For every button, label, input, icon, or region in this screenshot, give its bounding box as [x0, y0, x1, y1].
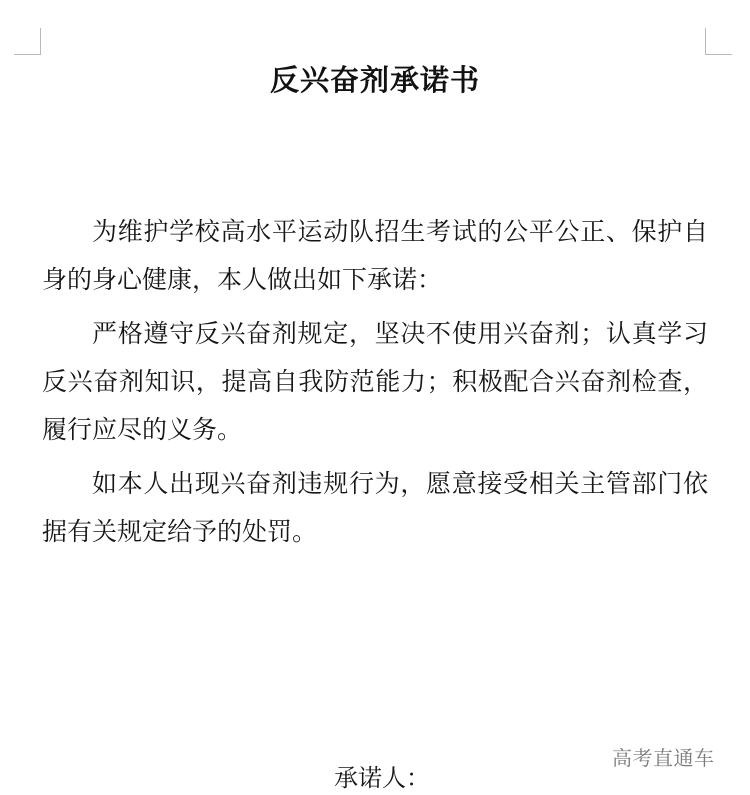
crop-mark-top-right — [705, 28, 732, 55]
crop-mark-top-left — [14, 28, 41, 55]
paragraph-commitments: 严格遵守反兴奋剂规定，坚决不使用兴奋剂；认真学习反兴奋剂知识，提高自我防范能力；积极配合兴奋剂检查，履行应尽的义务。 — [42, 319, 708, 444]
watermark: 高考直通车 — [612, 746, 715, 770]
document-title: 反兴奋剂承诺书 — [269, 63, 480, 97]
paragraph-purpose: 为维护学校高水平运动队招生考试的公平公正、保护自身的身心健康，本人做出如下承诺： — [42, 217, 708, 294]
signature-label: 承诺人： — [334, 764, 430, 792]
paragraph-penalty: 如本人出现兴奋剂违规行为，愿意接受相关主管部门依据有关规定给予的处罚。 — [42, 469, 708, 546]
document-body — [42, 208, 708, 562]
